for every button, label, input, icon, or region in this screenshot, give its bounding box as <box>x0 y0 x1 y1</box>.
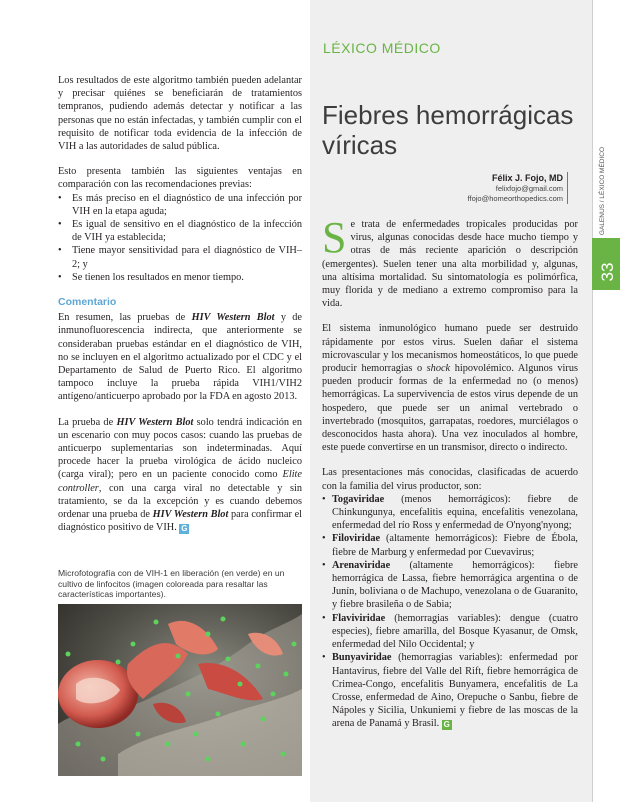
article-body <box>322 213 578 731</box>
divider <box>592 0 593 238</box>
hiv-micrograph-image <box>58 604 302 776</box>
list-item: • Bunyaviridae (hemorragias variables): enfermedad por Hantavirus, fiebre del Valle del Rift, fiebre hemorrágica de Crimea-Congo, encefalitis Bunyamera, encefalitis de La Crosse, enfermedad de Aino, Orepuche o Sanbu, fiebre de Nápoles y Sicilia, Unkuniemi y fiebre de las moscas de la arena de Panamá y Brasil. G <box>322 651 578 730</box>
list-item: • Tiene mayor sensitividad para el diagnóstico de VIH–2; y <box>58 244 302 270</box>
left-paragraph-2: Esto presenta también las siguientes ventajas en comparación con las recomendaciones previas: <box>58 166 302 191</box>
image-caption: Microfotografía con de VIH-1 en liberación (en verde) en un cultivo de linfocitos (imagen coloreada para resaltar las características importantes). <box>58 568 285 600</box>
left-column <box>58 74 302 547</box>
list-item: • Togaviridae (menos hemorrágicos): fiebre de Chinkungunya, encefalitis equina, encefalitis venezolana, enfermedad del río Ross y enfermedad de O'nyong'nyong; <box>322 493 578 533</box>
divider <box>592 290 593 802</box>
article-title: Fiebres hemorrágicas víricas <box>322 100 574 160</box>
author-name: Félix J. Fojo, MD <box>491 173 563 183</box>
virus-family-list <box>322 493 578 731</box>
list-item: • Es igual de sensitivo en el diagnóstico de la infección de VIH ya establecida; <box>58 218 302 244</box>
list-item: • Se tienen los resultados en menor tiempo. <box>58 271 302 284</box>
section-label: LÉXICO MÉDICO <box>323 40 441 56</box>
list-item: • Flaviviridae (hemorragias variables): dengue (cuatro especies), fiebre amarilla, del Bosque Kyasanur, de Omsk, enfermedad del Nilo Occidental; y <box>322 612 578 652</box>
side-tab <box>592 0 620 802</box>
page-number: 33 <box>598 262 617 282</box>
list-item: • Es más preciso en el diagnóstico de una infección por VIH en la etapa aguda; <box>58 192 302 218</box>
advantages-list <box>58 192 302 284</box>
micrograph-illustration <box>58 604 302 776</box>
left-paragraph-1: Los resultados de este algoritmo también pueden adelantar y precisar quiénes se beneficiarán de tratamientos tempranos, pudiendo además detectar y notificar a las personas que no están infectadas, y también cumplir con el requisito de notificar toda evidencia de la infección de VIH a las autoridades de salud pública. <box>58 75 302 153</box>
running-head: GALENUS / LÉXICO MÉDICO <box>599 146 606 236</box>
author-block <box>468 172 568 204</box>
author-email: felixfojo@gmail.com <box>495 184 563 193</box>
author-email: ffojo@homeorthopedics.com <box>467 194 563 203</box>
comment-heading: Comentario <box>58 296 117 309</box>
article-paragraph-1: Se trata de enfermedades tropicales producidas por virus, algunas conocidas desde hace mucho tiempo y otras de más reciente aparición o descripción (emergentes). Suelen tener una alta morbilidad y, algunas, una altísima mortalidad. Su sintomatología es polimórfica, muy florida y de mediano a extremo compromiso para la vida. <box>322 213 578 310</box>
list-item: • Filoviridae (altamente hemorrágicos): Fiebre de Ébola, fiebre de Marburg y enfermedad por Cuevavirus; <box>322 532 578 558</box>
article-paragraph-3: Las presentaciones más conocidas, clasificadas de acuerdo con la familia del virus productor, son: <box>322 467 578 492</box>
drop-cap: S <box>322 213 347 262</box>
left-paragraph-4: La prueba de HIV Western Blot solo tendrá indicación en un escenario con muy pocos casos: cuando las pruebas de anticuerpo suplementarias son indeterminadas. Aquí procede hacer la prueba virológica de ácido nucleico (carga viral); pero en un paciente conocido como Elite controller, con una carga viral no detectable y sin tratamiento, se da la excepción y es cuando debemos ordenar una prueba de HIV Western Blot para confirmar el diagnóstico positivo de VIH. G <box>58 416 303 534</box>
list-item: • Arenaviridae (altamente hemorrágicos): fiebre hemorrágica de Lassa, fiebre hemorrágica argentina o de Junín, boliviana o de Machupo, venezolana o de Guaranito, y fiebre brasileña o de Sabia; <box>322 559 578 612</box>
left-paragraph-3: En resumen, las pruebas de HIV Western Blot y de inmunofluorescencia indirecta, que anteriormente se consideraban pruebas estándar en el diagnóstico de VIH, no se incluyen en el algoritmo actualizado por el CDC y el Departamento de Salud de Puerto Rico. El algoritmo tampoco incluye la prueba rápida VIH1/VIH2 antígeno/anticuerpo aprobado por la FDA en agosto 2013. <box>58 312 303 403</box>
end-mark-icon: G <box>181 524 188 534</box>
end-mark-icon: G <box>443 720 450 730</box>
article-paragraph-2: El sistema inmunológico humano puede ser destruido rápidamente por estos virus. Suelen dañar el sistema microvascular y los mecanismos homeostáticos, lo que puede producir hemorragias o shock hipovolémico. Algunos virus pueden producir formas de la enfermedad no (o menos) hemorrágicas. La supervivencia de estos virus depende de un hospedero, que puede ser un animal vertebrado o invertebrado (mosquitos, garrapatas, roedores, murciélagos o desconocidos hasta ahora). Una vez inoculados al hombre, este puede convertirse en un transmisor, directo o indirecto. <box>322 323 578 454</box>
